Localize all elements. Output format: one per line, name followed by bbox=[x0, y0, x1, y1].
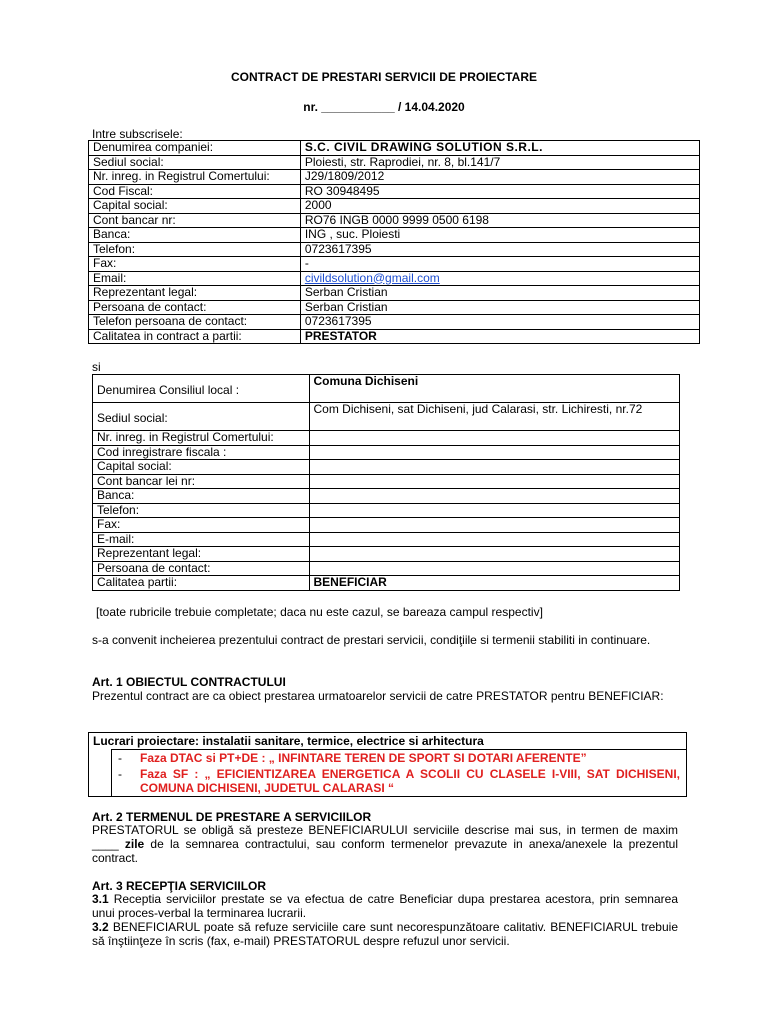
service-item: Faza DTAC si PT+DE : „ INFINTARE TEREN DE SPORT SI DOTARI AFERENTE” bbox=[140, 751, 587, 765]
table-row bbox=[89, 213, 700, 228]
field-label: Denumirea companiei: bbox=[89, 141, 301, 156]
field-value: Ploiesti, str. Raprodiei, nr. 8, bl.141/7 bbox=[300, 155, 699, 170]
field-label: Persoana de contact: bbox=[93, 561, 310, 576]
field-value: J29/1809/2012 bbox=[300, 170, 699, 185]
table-row bbox=[89, 228, 700, 243]
services-header: Lucrari proiectare: instalatii sanitare, termice, electrice si arhitectura bbox=[93, 734, 484, 748]
table-row bbox=[93, 489, 680, 504]
field-value bbox=[309, 445, 680, 460]
service-bullet: - bbox=[118, 751, 122, 765]
field-value bbox=[309, 518, 680, 533]
art2-heading: Art. 2 TERMENUL DE PRESTARE A SERVICIILOR bbox=[92, 810, 372, 824]
agreement-text: s-a convenit incheierea prezentului contract de prestari servicii, condiţiile si termenii stabiliti in continuare. bbox=[92, 633, 651, 647]
field-value: 2000 bbox=[300, 199, 699, 214]
table-row bbox=[89, 199, 700, 214]
table-row bbox=[93, 431, 680, 446]
table-row bbox=[93, 503, 680, 518]
field-value: 0723617395 bbox=[300, 315, 699, 330]
field-value bbox=[309, 460, 680, 475]
service-item: Faza SF : „ EFICIENTIZAREA ENERGETICA A SCOLII CU CLASELE I-VIII, SAT DICHISENI, COMUNA DICHISENI, JUDETUL CALARASI “ bbox=[140, 767, 680, 795]
field-label: Cod inregistrare fiscala : bbox=[93, 445, 310, 460]
field-label: Telefon persoana de contact: bbox=[89, 315, 301, 330]
contract-title: CONTRACT DE PRESTARI SERVICII DE PROIECTARE bbox=[230, 70, 538, 84]
art1-heading: Art. 1 OBIECTUL CONTRACTULUI bbox=[92, 675, 286, 689]
field-value bbox=[309, 561, 680, 576]
field-label: Calitatea in contract a partii: bbox=[89, 329, 301, 344]
table-row bbox=[93, 532, 680, 547]
email-link[interactable]: civildsolution@gmail.com bbox=[300, 271, 699, 286]
field-value bbox=[309, 503, 680, 518]
field-value bbox=[309, 431, 680, 446]
completion-note: [toate rubricile trebuie completate; daca nu este cazul, se bareaza campul respectiv] bbox=[96, 605, 543, 619]
table-row bbox=[89, 155, 700, 170]
services-list bbox=[111, 749, 687, 797]
field-value bbox=[309, 532, 680, 547]
table-row bbox=[93, 445, 680, 460]
field-value: Serban Cristian bbox=[300, 300, 699, 315]
field-label: Telefon: bbox=[93, 503, 310, 518]
table-row bbox=[93, 547, 680, 562]
field-value: RO76 INGB 0000 9999 0500 6198 bbox=[300, 213, 699, 228]
table-row bbox=[89, 184, 700, 199]
field-label: Cod Fiscal: bbox=[89, 184, 301, 199]
table-row bbox=[89, 257, 700, 272]
contract-number: nr. ___________ / 14.04.2020 bbox=[303, 100, 465, 114]
field-label: Cont bancar lei nr: bbox=[93, 474, 310, 489]
field-label: Sediul social: bbox=[89, 155, 301, 170]
field-label: Fax: bbox=[93, 518, 310, 533]
services-box bbox=[88, 732, 687, 797]
field-value: Com Dichiseni, sat Dichiseni, jud Calarasi, str. Lichiresti, nr.72 bbox=[309, 403, 680, 431]
field-value: RO 30948495 bbox=[300, 184, 699, 199]
table-row bbox=[89, 286, 700, 301]
table-row bbox=[93, 518, 680, 533]
field-label: Denumirea Consiliul local : bbox=[93, 375, 310, 403]
field-label: Capital social: bbox=[93, 460, 310, 475]
intro-text: Intre subscrisele: bbox=[92, 127, 183, 141]
table-row bbox=[89, 315, 700, 330]
field-value: ING , suc. Ploiesti bbox=[300, 228, 699, 243]
art3-1-text: 3.1 Receptia serviciilor prestate se va efectua de catre Beneficiar dupa prestarea acestora, prin semnarea unui proces-verbal la terminarea lucrarii. bbox=[92, 892, 678, 920]
field-label: Nr. inreg. in Registrul Comertului: bbox=[93, 431, 310, 446]
field-value: 0723617395 bbox=[300, 242, 699, 257]
table-row bbox=[93, 474, 680, 489]
beneficiary-table bbox=[92, 374, 680, 591]
field-value bbox=[309, 489, 680, 504]
table-row bbox=[93, 561, 680, 576]
field-value: - bbox=[300, 257, 699, 272]
field-value bbox=[309, 474, 680, 489]
field-label: Telefon: bbox=[89, 242, 301, 257]
table-row bbox=[89, 300, 700, 315]
field-value: S.C. CIVIL DRAWING SOLUTION S.R.L. bbox=[300, 141, 699, 156]
field-label: Banca: bbox=[93, 489, 310, 504]
table-row bbox=[89, 170, 700, 185]
si-text: si bbox=[92, 360, 101, 374]
art2-text: PRESTATORUL se obligă să presteze BENEFICIARULUI serviciile descrise mai sus, in termen de maxim ____ zile de la semnarea contractului, sau conform termenelor prevazute in anexa/anexele la prezentul contract. bbox=[92, 823, 679, 865]
art3-2-text: 3.2 BENEFICIARUL poate să refuze serviciile care sunt necorespunzătoare calitativ. BENEFICIARUL trebuie să înştiinţeze în scris (fax, e-mail) PRESTATORUL despre refuzul unor servicii. bbox=[92, 920, 678, 948]
table-row bbox=[93, 576, 680, 591]
service-bullet: - bbox=[118, 767, 122, 781]
field-label: Calitatea partii: bbox=[93, 576, 310, 591]
table-row bbox=[89, 242, 700, 257]
table-row bbox=[93, 403, 680, 431]
field-value: Comuna Dichiseni bbox=[309, 375, 680, 403]
field-label: Capital social: bbox=[89, 199, 301, 214]
field-value: Serban Cristian bbox=[300, 286, 699, 301]
field-label: Nr. inreg. in Registrul Comertului: bbox=[89, 170, 301, 185]
field-label: Banca: bbox=[89, 228, 301, 243]
field-value: PRESTATOR bbox=[300, 329, 699, 344]
provider-table bbox=[88, 140, 700, 344]
field-label: Email: bbox=[89, 271, 301, 286]
field-label: Sediul social: bbox=[93, 403, 310, 431]
table-row bbox=[93, 375, 680, 403]
field-label: Reprezentant legal: bbox=[89, 286, 301, 301]
field-label: Cont bancar nr: bbox=[89, 213, 301, 228]
table-row bbox=[89, 271, 700, 286]
field-value: BENEFICIAR bbox=[309, 576, 680, 591]
table-row bbox=[93, 460, 680, 475]
table-row bbox=[89, 329, 700, 344]
art1-text: Prezentul contract are ca obiect prestarea urmatoarelor servicii de catre PRESTATOR pentru BENEFICIAR: bbox=[92, 689, 664, 703]
table-row bbox=[89, 141, 700, 156]
field-value bbox=[309, 547, 680, 562]
field-label: Fax: bbox=[89, 257, 301, 272]
art3-heading: Art. 3 RECEPŢIA SERVICIILOR bbox=[92, 879, 267, 893]
field-label: Persoana de contact: bbox=[89, 300, 301, 315]
field-label: E-mail: bbox=[93, 532, 310, 547]
field-label: Reprezentant legal: bbox=[93, 547, 310, 562]
